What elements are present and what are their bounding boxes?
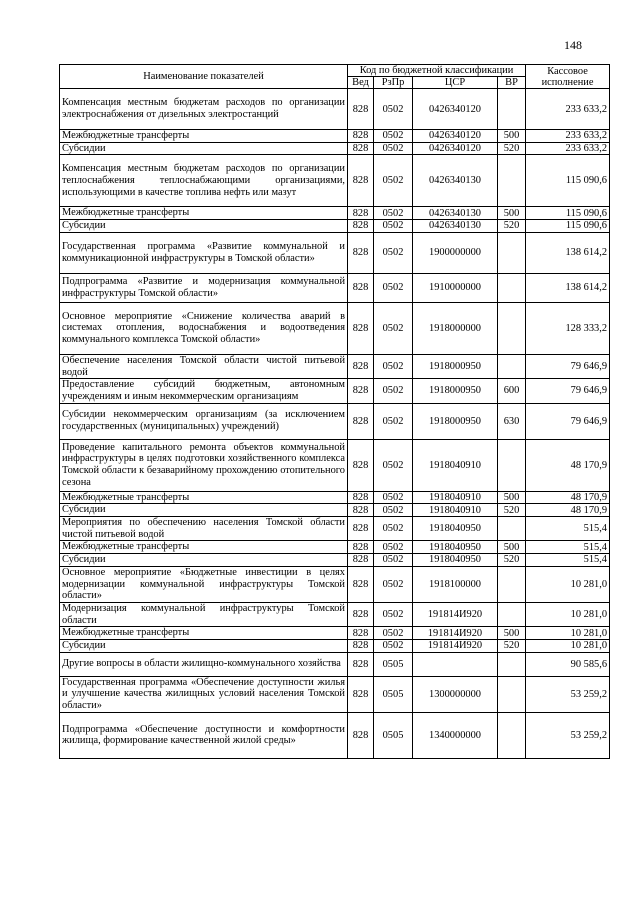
row-rzpr: 0505 [374, 652, 413, 676]
row-amount: 90 585,6 [526, 652, 610, 676]
row-amount: 10 281,0 [526, 602, 610, 626]
row-amount: 48 170,9 [526, 491, 610, 504]
row-csr: 191814И920 [413, 640, 498, 653]
row-csr: 1918100000 [413, 566, 498, 602]
row-name: Субсидии [60, 554, 348, 567]
row-rzpr: 0502 [374, 627, 413, 640]
row-name: Субсидии [60, 504, 348, 517]
row-name: Обеспечение населения Томской области чистой питьевой водой [60, 354, 348, 378]
row-csr: 0426340120 [413, 130, 498, 143]
row-vr: 500 [498, 130, 526, 143]
row-amount: 115 090,6 [526, 220, 610, 233]
row-amount: 48 170,9 [526, 504, 610, 517]
row-ved: 828 [348, 439, 374, 491]
row-ved: 828 [348, 712, 374, 758]
row-ved: 828 [348, 130, 374, 143]
row-csr: 1918000950 [413, 379, 498, 403]
row-ved: 828 [348, 541, 374, 554]
row-amount: 79 646,9 [526, 379, 610, 403]
row-csr: 1918000950 [413, 354, 498, 378]
table-row [60, 302, 610, 354]
row-csr: 0426340120 [413, 142, 498, 155]
row-ved: 828 [348, 89, 374, 130]
row-csr: 1918040910 [413, 504, 498, 517]
row-csr: 1918000000 [413, 302, 498, 354]
row-vr [498, 712, 526, 758]
row-ved: 828 [348, 517, 374, 541]
header-code-group: Код по бюджетной классификации [348, 65, 526, 77]
row-ved: 828 [348, 403, 374, 439]
table-row [60, 142, 610, 155]
row-name: Предоставление субсидий бюджетным, автономным учреждениям и иным некоммерческим организациям [60, 379, 348, 403]
row-amount: 128 333,2 [526, 302, 610, 354]
row-amount: 79 646,9 [526, 354, 610, 378]
row-vr: 630 [498, 403, 526, 439]
row-ved: 828 [348, 220, 374, 233]
row-amount: 53 259,2 [526, 676, 610, 712]
row-vr [498, 566, 526, 602]
row-csr [413, 652, 498, 676]
row-rzpr: 0505 [374, 676, 413, 712]
row-vr: 520 [498, 220, 526, 233]
table-row [60, 491, 610, 504]
row-amount: 115 090,6 [526, 207, 610, 220]
table-row [60, 379, 610, 403]
row-name: Межбюджетные трансферты [60, 491, 348, 504]
table-row [60, 640, 610, 653]
row-vr: 520 [498, 504, 526, 517]
row-csr: 0426340120 [413, 89, 498, 130]
row-csr: 1918000950 [413, 403, 498, 439]
header-name: Наименование показателей [60, 65, 348, 89]
table-row [60, 712, 610, 758]
row-amount: 10 281,0 [526, 640, 610, 653]
header-rzpr: РзПр [374, 77, 413, 89]
row-rzpr: 0502 [374, 602, 413, 626]
row-vr [498, 302, 526, 354]
row-vr: 500 [498, 627, 526, 640]
table-row [60, 439, 610, 491]
row-vr [498, 652, 526, 676]
row-amount: 515,4 [526, 517, 610, 541]
row-rzpr: 0502 [374, 89, 413, 130]
table-row [60, 602, 610, 626]
row-amount: 138 614,2 [526, 232, 610, 273]
table-row [60, 89, 610, 130]
row-csr: 1340000000 [413, 712, 498, 758]
row-csr: 191814И920 [413, 627, 498, 640]
row-ved: 828 [348, 232, 374, 273]
row-amount: 10 281,0 [526, 566, 610, 602]
row-ved: 828 [348, 566, 374, 602]
row-ved: 828 [348, 554, 374, 567]
row-name: Государственная программа «Развитие коммунальной и коммуникационной инфраструктуры в Томской области» [60, 232, 348, 273]
row-ved: 828 [348, 676, 374, 712]
table-row [60, 232, 610, 273]
row-rzpr: 0502 [374, 273, 413, 302]
row-csr: 0426340130 [413, 207, 498, 220]
table-row [60, 517, 610, 541]
row-name: Субсидии некоммерческим организациям (за исключением государственных (муниципальных) учреждений) [60, 403, 348, 439]
row-vr [498, 273, 526, 302]
row-amount: 79 646,9 [526, 403, 610, 439]
row-rzpr: 0502 [374, 207, 413, 220]
row-ved: 828 [348, 142, 374, 155]
table-row [60, 541, 610, 554]
row-amount: 53 259,2 [526, 712, 610, 758]
row-ved: 828 [348, 627, 374, 640]
row-rzpr: 0502 [374, 566, 413, 602]
row-name: Субсидии [60, 220, 348, 233]
row-name: Межбюджетные трансферты [60, 627, 348, 640]
row-vr [498, 517, 526, 541]
header-csr: ЦСР [413, 77, 498, 89]
row-csr: 0426340130 [413, 220, 498, 233]
row-vr [498, 676, 526, 712]
row-ved: 828 [348, 379, 374, 403]
row-amount: 233 633,2 [526, 89, 610, 130]
row-name: Компенсация местным бюджетам расходов по организации электроснабжения от дизельных электростанций [60, 89, 348, 130]
header-ved: Вед [348, 77, 374, 89]
row-ved: 828 [348, 273, 374, 302]
table-row [60, 504, 610, 517]
row-ved: 828 [348, 207, 374, 220]
row-name: Мероприятия по обеспечению населения Томской области чистой питьевой водой [60, 517, 348, 541]
row-vr: 520 [498, 142, 526, 155]
table-row [60, 130, 610, 143]
row-vr: 600 [498, 379, 526, 403]
header-amount: Кассовое исполнение [526, 65, 610, 89]
table-row [60, 566, 610, 602]
row-rzpr: 0502 [374, 504, 413, 517]
row-amount: 138 614,2 [526, 273, 610, 302]
row-rzpr: 0505 [374, 712, 413, 758]
table-row [60, 155, 610, 207]
row-amount: 48 170,9 [526, 439, 610, 491]
budget-table [59, 64, 610, 759]
row-amount: 515,4 [526, 541, 610, 554]
table-row [60, 220, 610, 233]
row-name: Подпрограмма «Развитие и модернизация коммунальной инфраструктуры Томской области» [60, 273, 348, 302]
table-row [60, 273, 610, 302]
row-name: Субсидии [60, 142, 348, 155]
row-amount: 233 633,2 [526, 130, 610, 143]
row-name: Проведение капитального ремонта объектов коммунальной инфраструктуры в целях подготовки хозяйственного комплекса Томской области к безаварийному прохождению отопительного сезона [60, 439, 348, 491]
table-row [60, 676, 610, 712]
row-csr: 1918040950 [413, 554, 498, 567]
table-row [60, 207, 610, 220]
row-rzpr: 0502 [374, 302, 413, 354]
row-vr: 520 [498, 640, 526, 653]
row-amount: 515,4 [526, 554, 610, 567]
row-rzpr: 0502 [374, 403, 413, 439]
row-vr [498, 602, 526, 626]
row-amount: 115 090,6 [526, 155, 610, 207]
row-ved: 828 [348, 602, 374, 626]
row-vr: 520 [498, 554, 526, 567]
row-csr: 0426340130 [413, 155, 498, 207]
row-rzpr: 0502 [374, 517, 413, 541]
table-row [60, 354, 610, 378]
table-row [60, 554, 610, 567]
row-ved: 828 [348, 652, 374, 676]
row-ved: 828 [348, 504, 374, 517]
row-name: Государственная программа «Обеспечение доступности жилья и улучшение качества жилищных условий населения Томской области» [60, 676, 348, 712]
row-vr: 500 [498, 541, 526, 554]
row-rzpr: 0502 [374, 232, 413, 273]
row-rzpr: 0502 [374, 491, 413, 504]
row-name: Другие вопросы в области жилищно-коммунального хозяйства [60, 652, 348, 676]
row-vr [498, 439, 526, 491]
row-name: Подпрограмма «Обеспечение доступности и комфортности жилища, формирование качественной жилой среды» [60, 712, 348, 758]
table-row [60, 652, 610, 676]
row-name: Основное мероприятие «Снижение количества аварий в системах отопления, водоснабжения и водоотведения коммунального комплекса Томской области» [60, 302, 348, 354]
row-name: Основное мероприятие «Бюджетные инвестиции в целях модернизации коммунальной инфраструктуры Томской области» [60, 566, 348, 602]
row-csr: 191814И920 [413, 602, 498, 626]
row-rzpr: 0502 [374, 220, 413, 233]
row-rzpr: 0502 [374, 554, 413, 567]
row-csr: 1900000000 [413, 232, 498, 273]
row-name: Межбюджетные трансферты [60, 207, 348, 220]
row-csr: 1910000000 [413, 273, 498, 302]
table-row [60, 403, 610, 439]
row-name: Модернизация коммунальной инфраструктуры Томской области [60, 602, 348, 626]
row-name: Межбюджетные трансферты [60, 541, 348, 554]
row-vr [498, 155, 526, 207]
row-rzpr: 0502 [374, 142, 413, 155]
row-rzpr: 0502 [374, 379, 413, 403]
row-rzpr: 0502 [374, 640, 413, 653]
page-number: 148 [564, 38, 582, 52]
row-ved: 828 [348, 354, 374, 378]
row-ved: 828 [348, 155, 374, 207]
row-rzpr: 0502 [374, 439, 413, 491]
row-vr [498, 89, 526, 130]
row-rzpr: 0502 [374, 354, 413, 378]
row-vr: 500 [498, 491, 526, 504]
row-csr: 1918040950 [413, 541, 498, 554]
row-csr: 1300000000 [413, 676, 498, 712]
table-row [60, 627, 610, 640]
row-name: Межбюджетные трансферты [60, 130, 348, 143]
row-ved: 828 [348, 640, 374, 653]
row-vr [498, 232, 526, 273]
row-rzpr: 0502 [374, 130, 413, 143]
row-ved: 828 [348, 491, 374, 504]
header-vr: ВР [498, 77, 526, 89]
row-ved: 828 [348, 302, 374, 354]
row-csr: 1918040950 [413, 517, 498, 541]
table-body [60, 89, 610, 759]
row-vr: 500 [498, 207, 526, 220]
row-csr: 1918040910 [413, 491, 498, 504]
row-name: Субсидии [60, 640, 348, 653]
row-rzpr: 0502 [374, 541, 413, 554]
row-amount: 10 281,0 [526, 627, 610, 640]
row-name: Компенсация местным бюджетам расходов по организации теплоснабжения теплоснабжающими организациями, использующими в качестве топлива нефть или мазут [60, 155, 348, 207]
row-amount: 233 633,2 [526, 142, 610, 155]
row-csr: 1918040910 [413, 439, 498, 491]
row-rzpr: 0502 [374, 155, 413, 207]
row-vr [498, 354, 526, 378]
